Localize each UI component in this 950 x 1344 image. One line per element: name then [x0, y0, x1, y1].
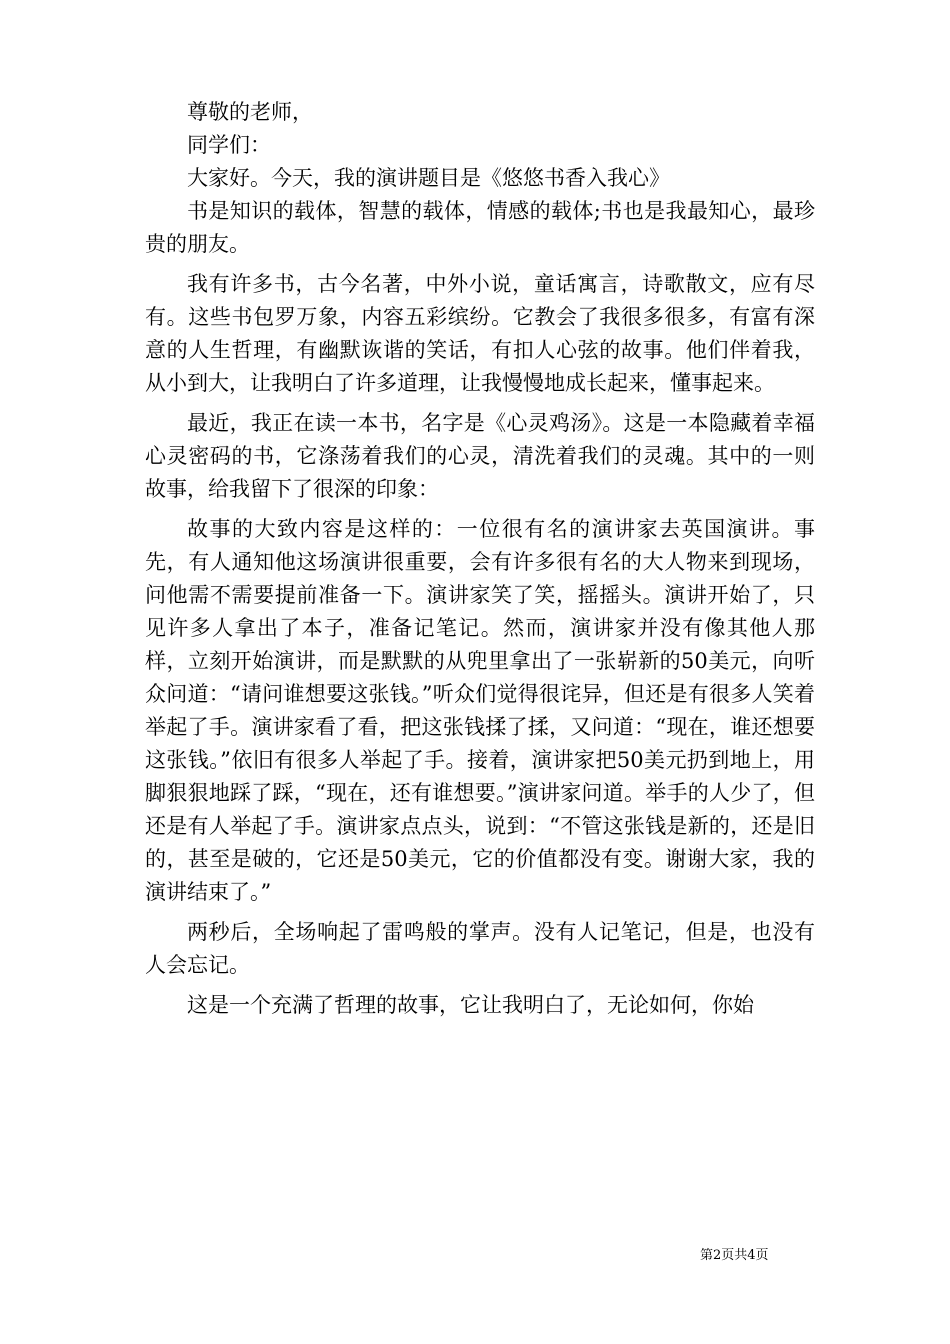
greeting-teachers: 尊敬的老师，: [187, 100, 313, 124]
paragraph-story: 故事的大致内容是这样的：一位很有名的演讲家去英国演讲。事先，有人通知他这场演讲很重要，会有许多很有名的大人物来到现场，问他需不需要提前准备一下。演讲家笑了笑，摇摇头。演讲开始了，只见许多人拿出了本子，准备记笔记。然而，演讲家并没有像其他人那样，立刻开始演讲，而是默默的从兜里拿出了一张崭新的50美元，向听众问道：“请问谁想要这张钱。”听众们觉得很诧异，但还是有很多人笑着举起了手。演讲家看了看，把这张钱揉了揉，又问道：“现在，谁还想要这张钱。”依旧有很多人举起了手。接着，演讲家把50美元扔到地上，用脚狠狠地踩了踩，“现在，还有谁想要。”演讲家问道。举手的人少了，但还是有人举起了手。演讲家点点头，说到：“不管这张钱是新的，还是旧的，甚至是破的，它还是50美元，它的价值都没有变。谢谢大家，我的演讲结束了。”: [145, 517, 815, 904]
page-number: 第2页共4页: [700, 1248, 769, 1263]
paragraph-my-books: 我有许多书，古今名著，中外小说，童话寓言，诗歌散文，应有尽有。这些书包罗万象，内容五彩缤纷。它教会了我很多很多，有富有深意的人生哲理，有幽默诙谐的笑话，有扣人心弦的故事。他们伴着我，从小到大，让我明白了许多道理，让我慢慢地成长起来，懂事起来。: [145, 272, 815, 395]
paragraph-moral: 这是一个充满了哲理的故事，它让我明白了，无论如何，你始: [187, 993, 754, 1017]
speech-intro: 大家好。今天，我的演讲题目是《悠悠书香入我心》: [187, 166, 670, 190]
paragraph-applause: 两秒后，全场响起了雷鸣般的掌声。没有人记笔记，但是，也没有人会忘记。: [145, 920, 815, 977]
greeting-classmates: 同学们：: [187, 133, 271, 157]
paragraph-books-as-friends: 书是知识的载体，智慧的载体，情感的载体;书也是我最知心，最珍贵的朋友。: [145, 199, 815, 256]
speech-body: [145, 96, 815, 1029]
paragraph-current-reading: 最近，我正在读一本书，名字是《心灵鸡汤》。这是一本隐藏着幸福心灵密码的书，它涤荡着我们的心灵，清洗着我们的灵魂。其中的一则故事，给我留下了很深的印象：: [145, 411, 815, 501]
